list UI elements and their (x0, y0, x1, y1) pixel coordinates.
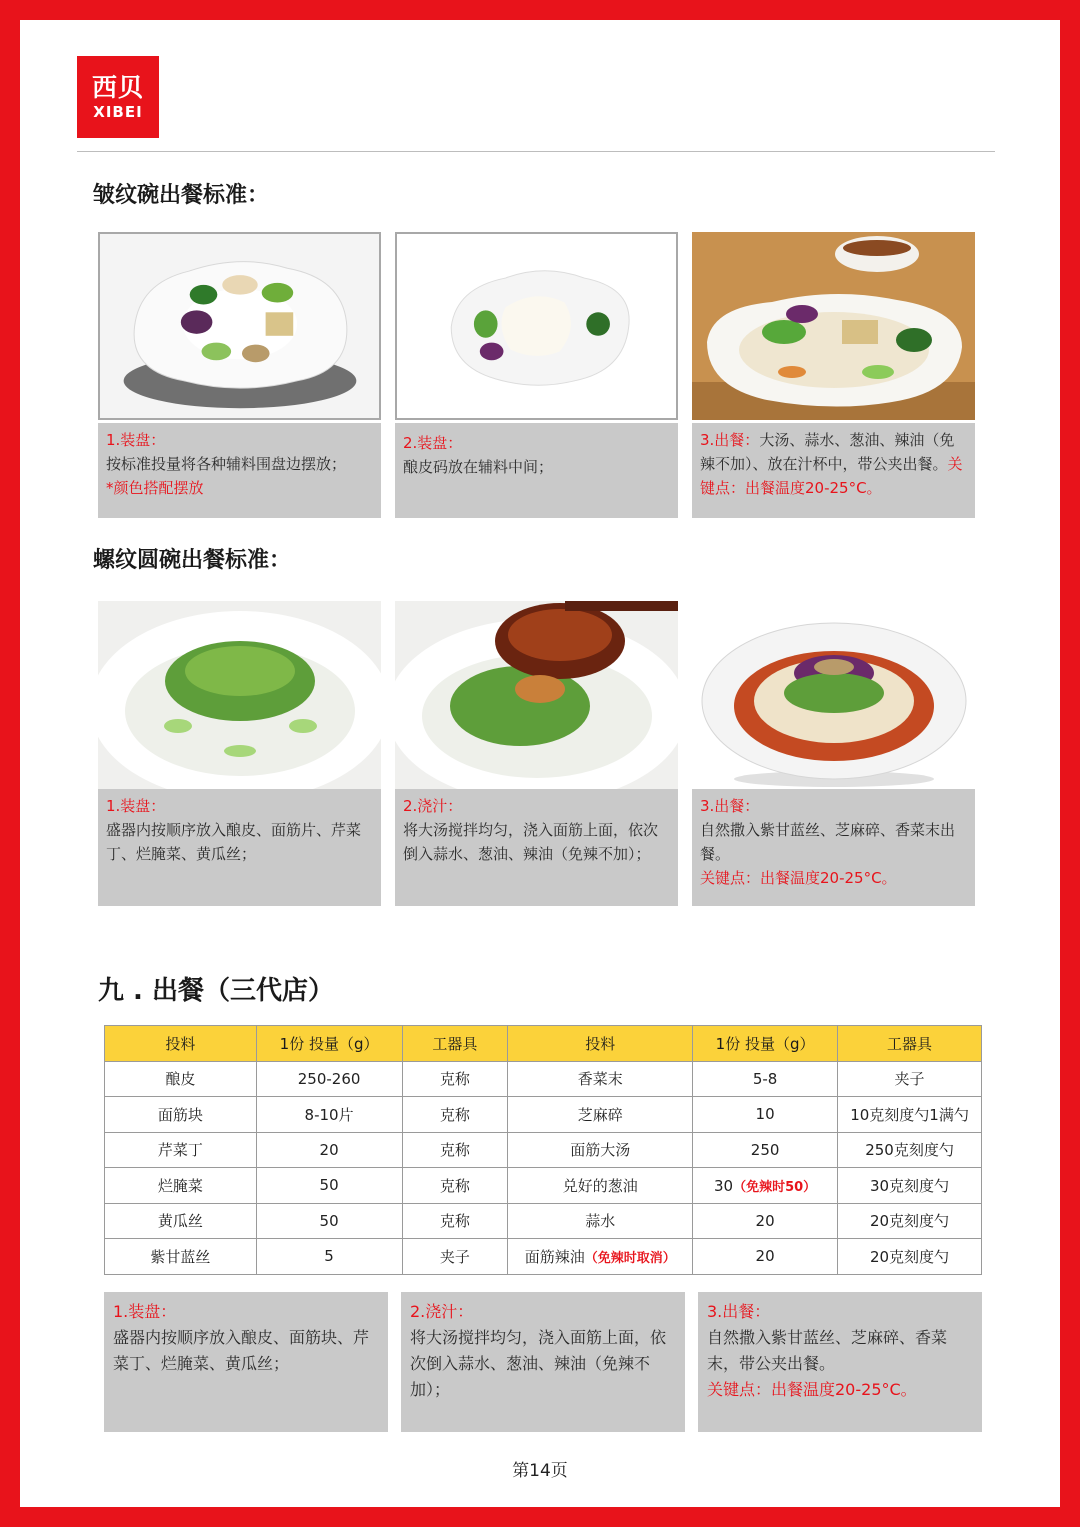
wrinkle-step-3-title: 3.出餐： (700, 431, 760, 449)
wrinkle-step-3-body: 大汤、蒜水、葱油、辣油（免辣不加）、放在汁杯中，带公夹出餐。 (700, 431, 955, 473)
wrinkle-step-3 (692, 423, 975, 518)
table-cell-text: 20 (319, 1140, 339, 1159)
wrinkle-step-2 (395, 423, 678, 518)
table-cell-text: 50 (319, 1176, 339, 1195)
spiral-step-2-title: 2.浇汁： (403, 797, 463, 815)
table-cell (402, 1168, 508, 1204)
table-cell-text: 20克刻度勺 (869, 1212, 950, 1231)
portion-table (104, 1025, 982, 1275)
table-cell-text: 克称 (439, 1141, 470, 1160)
spiral-step-1-body: 盛器内按顺序放入酿皮、面筋片、芹菜丁、烂腌菜、黄瓜丝； (106, 821, 362, 863)
sandai-step-1-body: 盛器内按顺序放入酿皮、面筋块、芹菜丁、烂腌菜、黄瓜丝； (113, 1328, 370, 1373)
sandai-step-2-body: 将大汤搅拌均匀，浇入面筋上面，依次倒入蒜水、葱油、辣油（免辣不加）； (410, 1328, 667, 1399)
table-cell-text: 黄瓜丝 (157, 1212, 203, 1231)
wrinkle-bowl-photo-2 (395, 232, 678, 420)
table-cell-text: 10 (755, 1105, 775, 1124)
table-cell (508, 1132, 693, 1168)
table-cell (402, 1132, 508, 1168)
sandai-step-3-title: 3.出餐： (707, 1302, 771, 1321)
table-cell (838, 1097, 982, 1133)
table-header-cell: 工器具 (838, 1026, 982, 1062)
table-header-cell: 工器具 (402, 1026, 508, 1062)
table-cell-text: 30 (714, 1176, 734, 1195)
table-cell-text: 香菜末 (577, 1070, 623, 1089)
table-row (105, 1168, 982, 1204)
table-cell-text: 夹子 (894, 1070, 925, 1089)
xibei-logo (77, 56, 159, 138)
sandai-step-1 (104, 1292, 388, 1432)
table-cell (838, 1203, 982, 1239)
table-cell-text: 蒜水 (585, 1212, 616, 1231)
table-cell-text: 面筋辣油 (524, 1247, 585, 1266)
table-cell-text: 30克刻度勺 (869, 1176, 950, 1195)
table-row (105, 1203, 982, 1239)
document-page (20, 20, 1060, 1507)
table-cell-text: 20 (755, 1247, 775, 1266)
table-cell (693, 1097, 838, 1133)
sandai-step-3-body: 自然撒入紫甘蓝丝、芝麻碎、香菜末，带公夹出餐。 (707, 1328, 948, 1373)
wrinkle-step-1 (98, 423, 381, 518)
sandai-step-2 (401, 1292, 685, 1432)
spiral-step-3-body: 自然撒入紫甘蓝丝、芝麻碎、香菜末出餐。 (700, 821, 956, 863)
table-cell (838, 1061, 982, 1097)
table-row (105, 1061, 982, 1097)
table-cell-text: 酿皮 (165, 1070, 196, 1089)
table-row (105, 1132, 982, 1168)
table-cell (693, 1061, 838, 1097)
table-cell-text: 芹菜丁 (157, 1141, 203, 1160)
spiral-step-1-title: 1.装盘： (106, 797, 166, 815)
table-cell-text: 紫甘蓝丝 (150, 1247, 211, 1266)
table-cell (105, 1239, 257, 1275)
table-cell-text: 5-8 (752, 1069, 778, 1088)
spiral-step-2 (395, 789, 678, 906)
table-cell (105, 1168, 257, 1204)
wrinkle-step-1-title: 1.装盘： (106, 431, 166, 449)
wrinkle-bowl-photo-3 (692, 232, 975, 420)
table-cell (838, 1168, 982, 1204)
table-header-cell: 投料 (105, 1026, 257, 1062)
table-header-cell: 1份 投量（g） (693, 1026, 838, 1062)
table-cell-text: 面筋块 (157, 1105, 203, 1124)
table-cell (693, 1168, 838, 1204)
table-cell (256, 1168, 402, 1204)
table-cell-text: 50 (319, 1211, 339, 1230)
wrinkle-step-2-title: 2.装盘： (403, 434, 463, 452)
spiral-bowl-photo-1 (98, 601, 381, 789)
section3-title: 九 . 出餐（三代店） (98, 976, 334, 1006)
wrinkle-step-1-note: *颜色搭配摆放 (106, 479, 204, 497)
table-header-cell: 1份 投量（g） (256, 1026, 402, 1062)
table-cell-text: 芝麻碎 (577, 1105, 623, 1124)
table-header-row (105, 1026, 982, 1062)
spiral-step-3 (692, 789, 975, 906)
table-cell (508, 1061, 693, 1097)
wrinkle-bowl-photo-1 (98, 232, 381, 420)
table-cell (105, 1132, 257, 1168)
table-cell-text: 克称 (439, 1105, 470, 1124)
wrinkle-step-1-body: 按标准投量将各种辅料围盘边摆放； (106, 455, 347, 473)
table-cell (402, 1097, 508, 1133)
table-cell-text: 250克刻度勺 (865, 1141, 954, 1160)
table-cell-note: （免辣时取消） (584, 1250, 676, 1266)
table-cell (402, 1061, 508, 1097)
spiral-bowl-photo-2 (395, 601, 678, 789)
spiral-step-3-title: 3.出餐： (700, 797, 760, 815)
sandai-step-3-key: 关键点：出餐温度20-25°C。 (707, 1380, 917, 1399)
table-row (105, 1097, 982, 1133)
table-cell-text: 克称 (439, 1212, 470, 1231)
sandai-step-3 (698, 1292, 982, 1432)
sandai-step-1-title: 1.装盘： (113, 1302, 177, 1321)
table-cell (508, 1239, 693, 1275)
table-cell-text: 8-10片 (304, 1105, 354, 1124)
table-cell-note: （免辣时50） (733, 1179, 817, 1195)
section1-title: 皱纹碗出餐标准： (93, 183, 270, 208)
table-cell (256, 1239, 402, 1275)
section2-title: 螺纹圆碗出餐标准： (93, 548, 292, 573)
table-cell (693, 1132, 838, 1168)
spiral-step-1 (98, 789, 381, 906)
table-cell (693, 1203, 838, 1239)
table-cell (508, 1203, 693, 1239)
page-number: 第14页 (512, 1461, 568, 1481)
table-cell-text: 250 (750, 1140, 780, 1159)
table-cell-text: 克称 (439, 1070, 470, 1089)
table-cell-text: 250-260 (297, 1069, 361, 1088)
table-cell (838, 1132, 982, 1168)
table-cell (838, 1239, 982, 1275)
table-cell-text: 克称 (439, 1176, 470, 1195)
table-cell-text: 烂腌菜 (157, 1176, 203, 1195)
table-cell (105, 1203, 257, 1239)
table-cell (508, 1168, 693, 1204)
table-row (105, 1239, 982, 1275)
table-cell (693, 1239, 838, 1275)
table-cell (402, 1203, 508, 1239)
table-cell-text: 5 (324, 1247, 334, 1266)
table-cell (256, 1203, 402, 1239)
wrinkle-step-3-key: 关键点：出餐温度20-25°C。 (700, 455, 963, 497)
table-cell (256, 1132, 402, 1168)
logo-chinese: 西贝 (91, 73, 144, 102)
wrinkle-step-2-body: 酿皮码放在辅料中间； (403, 458, 554, 476)
table-cell-text: 面筋大汤 (570, 1141, 631, 1160)
spiral-bowl-photo-3 (692, 601, 975, 789)
table-cell (256, 1061, 402, 1097)
header-divider (77, 151, 995, 152)
table-cell-text: 夹子 (439, 1247, 470, 1266)
logo-english: XIBEI (93, 103, 143, 121)
table-cell-text: 兑好的葱油 (562, 1176, 638, 1195)
table-cell (105, 1097, 257, 1133)
spiral-step-3-key: 关键点：出餐温度20-25°C。 (700, 869, 897, 887)
table-cell (402, 1239, 508, 1275)
table-cell-text: 20克刻度勺 (869, 1247, 950, 1266)
table-cell (508, 1097, 693, 1133)
table-cell (256, 1097, 402, 1133)
sandai-step-2-title: 2.浇汁： (410, 1302, 474, 1321)
spiral-step-2-body: 将大汤搅拌均匀，浇入面筋上面，依次倒入蒜水、葱油、辣油（免辣不加）； (403, 821, 659, 863)
table-cell (105, 1061, 257, 1097)
table-header-cell: 投料 (508, 1026, 693, 1062)
table-cell-text: 10克刻度勺1满勺 (850, 1105, 969, 1124)
table-cell-text: 20 (755, 1211, 775, 1230)
